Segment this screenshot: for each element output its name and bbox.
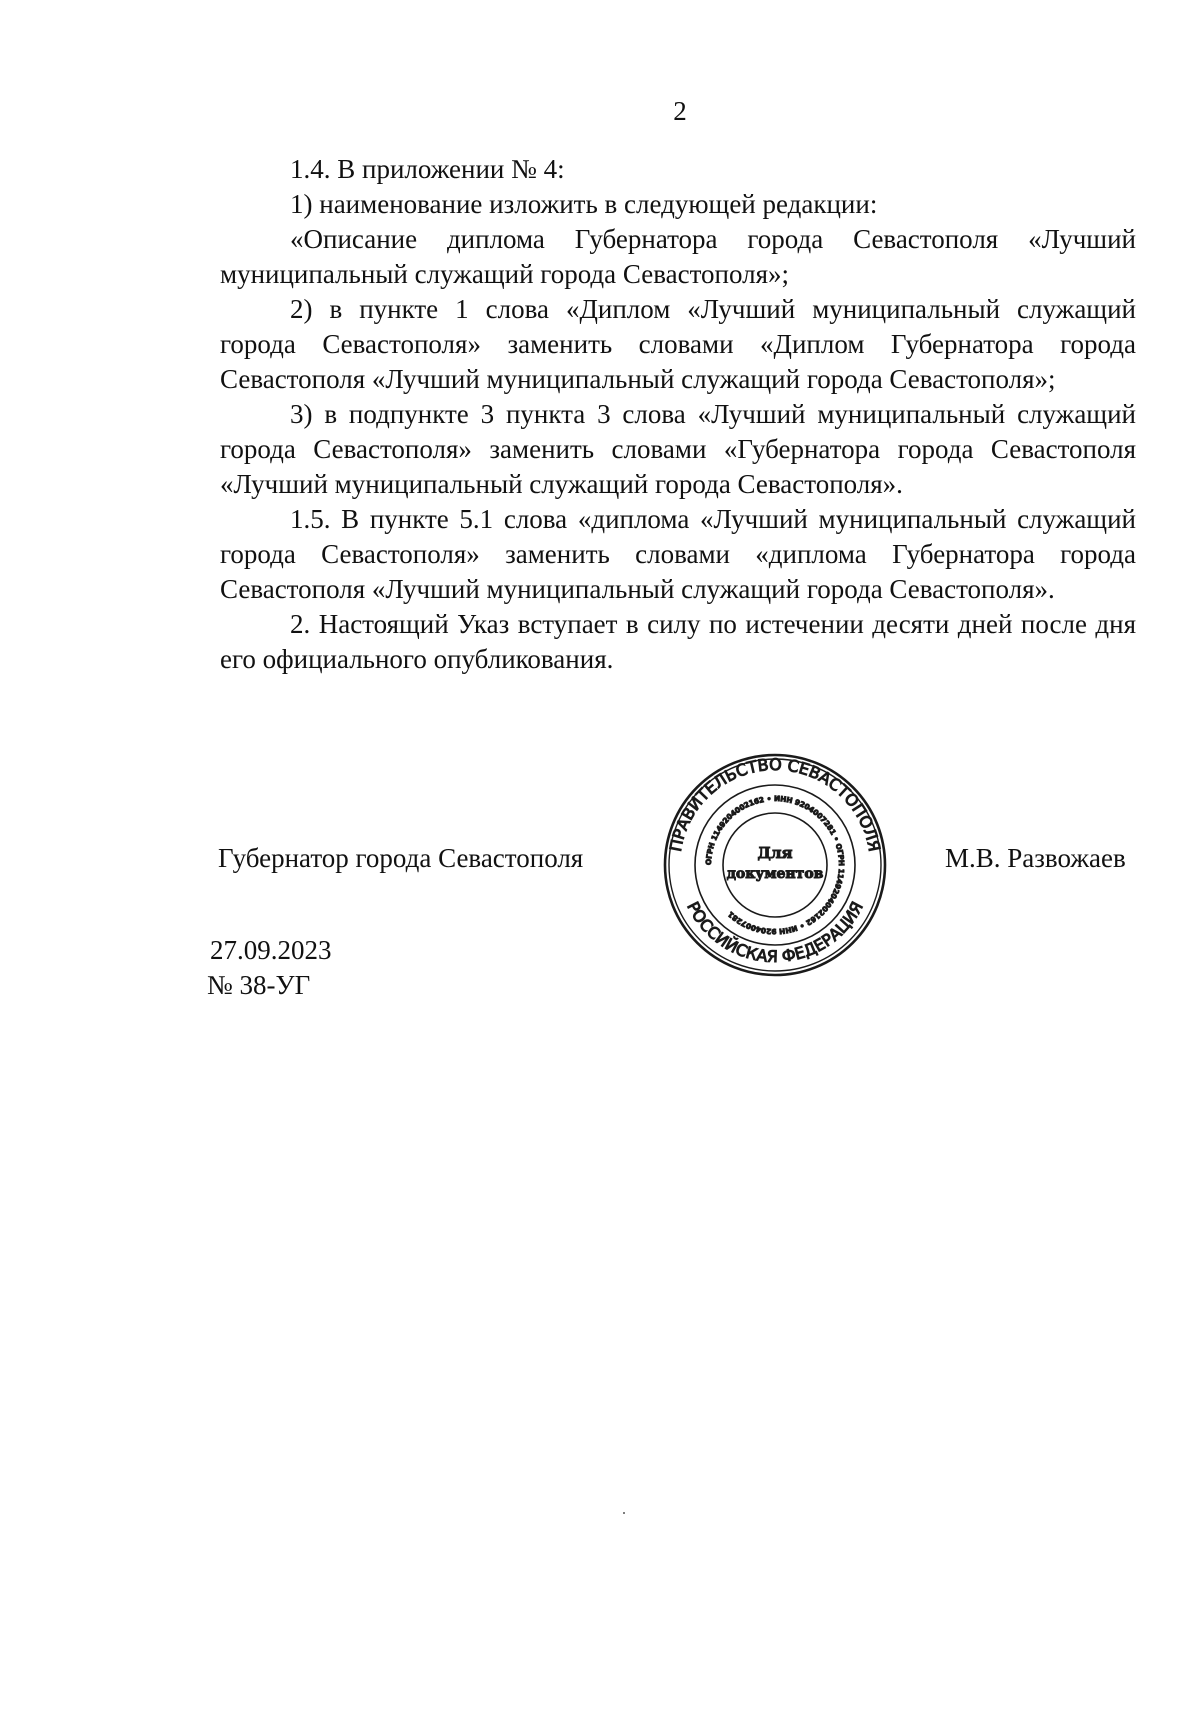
seal-outer-bottom-text: РОССИЙСКАЯ ФЕДЕРАЦИЯ	[683, 898, 867, 967]
seal-outer-top-text: ПРАВИТЕЛЬСТВО СЕВАСТОПОЛЯ	[665, 754, 885, 854]
document-date: 27.09.2023	[210, 935, 332, 965]
paragraph-1-5: 1.5. В пункте 5.1 слова «диплома «Лучший муниципальный служащий города Севастополя» заменить словами «диплома Губернатора города Севастополя «Лучший муниципальный служащий города Севастополя».	[220, 504, 1136, 604]
page-number: 2	[673, 96, 687, 126]
signatory-name: М.В. Развожаев	[945, 843, 1126, 873]
official-seal	[662, 752, 888, 978]
seal-center-line-2: документов	[726, 866, 824, 882]
paragraph-subitem-3: 3) в подпункте 3 пункта 3 слова «Лучший муниципальный служащий города Севастополя» заменить словами «Губернатора города Севастополя «Лучший муниципальный служащий города Севастополя».	[220, 399, 1136, 499]
document-body	[220, 152, 1136, 677]
paragraph-subitem-2: 2) в пункте 1 слова «Диплом «Лучший муниципальный служащий города Севастополя» заменить словами «Диплом Губернатора города Севастополя «Лучший муниципальный служащий города Севастополя»;	[220, 294, 1136, 394]
paragraph-quote-title: «Описание диплома Губернатора города Севастополя «Лучший муниципальный служащий города Севастополя»;	[220, 224, 1136, 289]
seal-inner-ring-text: ОГРН 1149204002162 • ИНН 9204007281 • ОГРН 1149204002162 • ИНН 9204007281	[703, 793, 847, 937]
paragraph-2: 2. Настоящий Указ вступает в силу по истечении десяти дней после дня его официального опубликования.	[220, 609, 1136, 674]
seal-center-line-1: Для	[757, 844, 793, 862]
paragraph-1-4: 1.4. В приложении № 4:	[290, 154, 565, 184]
seal-icon	[662, 752, 888, 978]
scan-speck	[623, 1512, 625, 1514]
paragraph-subitem-1: 1) наименование изложить в следующей редакции:	[290, 189, 878, 219]
document-number: № 38-УГ	[207, 970, 311, 1000]
signatory-position: Губернатор города Севастополя	[218, 843, 584, 873]
